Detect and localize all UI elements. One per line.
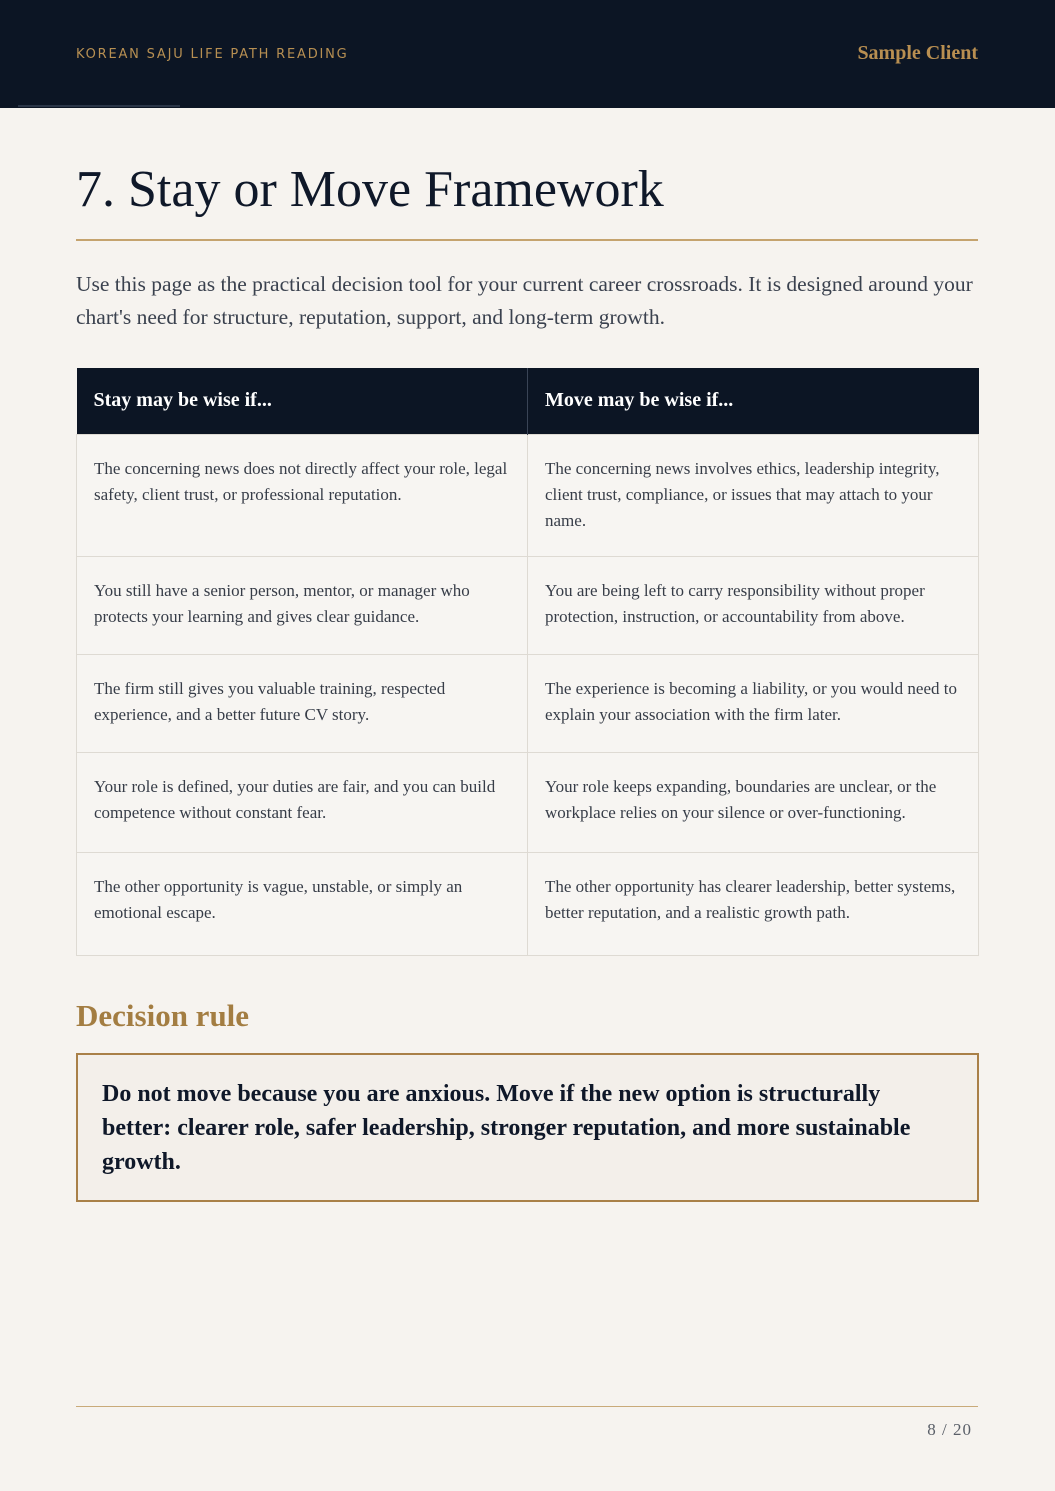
move-cell: The other opportunity has clearer leadership, better systems, better reputation, and a realistic growth path.	[528, 852, 979, 955]
page-number: 8 / 20	[927, 1420, 972, 1439]
decision-rule-callout	[76, 1053, 979, 1202]
table-row	[77, 556, 979, 654]
stay-column-header: Stay may be wise if...	[77, 368, 528, 434]
intro-paragraph: Use this page as the practical decision tool for your current career crossroads. It is designed around your chart's need for structure, reputation, support, and long-term growth.	[76, 272, 973, 329]
decision-rule-heading: Decision rule	[76, 998, 250, 1033]
move-cell: The concerning news involves ethics, leadership integrity, client trust, compliance, or issues that may attach to your name.	[528, 434, 979, 556]
brand-label: KOREAN SAJU LIFE PATH READING	[76, 47, 349, 62]
stay-cell: Your role is defined, your duties are fair, and you can build competence without constant fear.	[77, 752, 528, 852]
header-bar	[0, 0, 1055, 108]
title-divider	[76, 239, 978, 241]
stay-cell: The other opportunity is vague, unstable, or simply an emotional escape.	[77, 852, 528, 955]
table-row	[77, 852, 979, 955]
move-cell: You are being left to carry responsibility without proper protection, instruction, or accountability from above.	[528, 556, 979, 654]
decision-rule-text: Do not move because you are anxious. Move if the new option is structurally better: clearer role, safer leadership, stronger reputation, and more sustainable growth.	[102, 1081, 911, 1175]
move-column-header: Move may be wise if...	[528, 368, 979, 434]
table-row	[77, 752, 979, 852]
move-cell: The experience is becoming a liability, or you would need to explain your association with the firm later.	[528, 654, 979, 752]
client-name: Sample Client	[857, 42, 978, 64]
stay-cell: The firm still gives you valuable training, respected experience, and a better future CV story.	[77, 654, 528, 752]
header-accent-line	[18, 105, 180, 107]
page-title: 7. Stay or Move Framework	[76, 161, 664, 218]
stay-cell: You still have a senior person, mentor, or manager who protects your learning and gives clear guidance.	[77, 556, 528, 654]
move-cell: Your role keeps expanding, boundaries are unclear, or the workplace relies on your silence or over-functioning.	[528, 752, 979, 852]
stay-move-table	[76, 368, 979, 956]
stay-cell: The concerning news does not directly affect your role, legal safety, client trust, or professional reputation.	[77, 434, 528, 556]
table-row	[77, 434, 979, 556]
table-header-row	[77, 368, 979, 434]
footer-divider	[76, 1406, 978, 1407]
table-row	[77, 654, 979, 752]
